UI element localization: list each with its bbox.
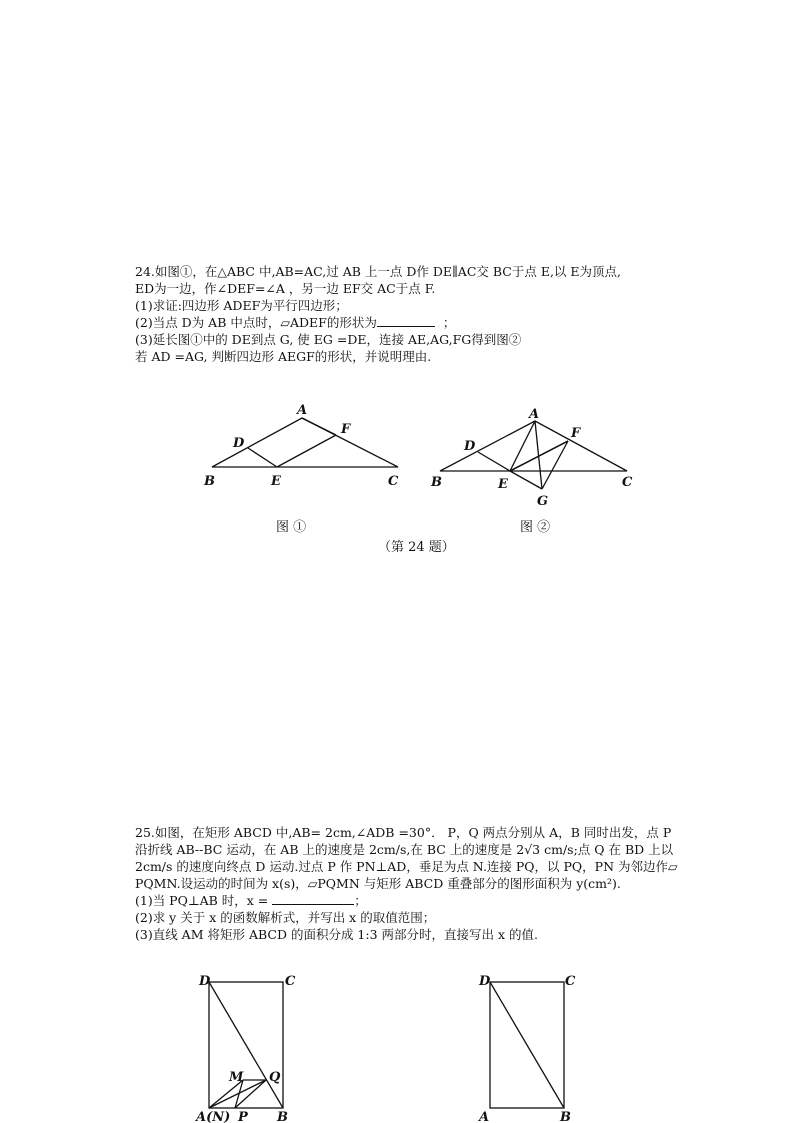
fig1-label-E: E <box>271 474 281 489</box>
problem-25-line-5-tail: ； <box>354 893 367 908</box>
fig25-2-label-D: D <box>479 974 491 989</box>
fig2-label-D: D <box>464 439 476 454</box>
fig2-caption: 图 ② <box>520 520 551 535</box>
problem-25-line-5-text: (1)当 PQ⊥AB 时，x = <box>135 893 269 908</box>
fig2-label-C: C <box>622 475 633 490</box>
problem-25-line-4: PQMN.设运动的时间为 x(s)，▱PQMN 与矩形 ABCD 重叠部分的图形面积为 y(cm²). <box>135 876 621 891</box>
problem-24-line-4-text: (2)当点 D为 AB 中点时，▱ADEF的形状为 <box>135 315 377 330</box>
fig25-1-label-AN: A(N) <box>196 1110 231 1123</box>
fig2-label-E: E <box>498 477 508 492</box>
problem-25-line-6: (2)求 y 关于 x 的函数解析式，并写出 x 的取值范围； <box>135 910 436 925</box>
fig1-caption: 图 ① <box>276 520 307 535</box>
fig25-2-label-A: A <box>479 1110 490 1123</box>
problem-25-line-3: 2cm/s 的速度向终点 D 运动.过点 P 作 PN⊥AD，垂足为点 N.连接 PQ，以 PQ，PN 为邻边作▱ <box>135 859 678 874</box>
problem-24-line-4-tail: ； <box>442 315 456 330</box>
problem-24-line-5: (3)延长图①中的 DE到点 G, 使 EG =DE，连接 AE,AG,FG得到图② <box>135 332 522 347</box>
fig25-2-label-C: C <box>565 974 576 989</box>
figure-24-caption: （第 24 题） <box>378 540 455 555</box>
problem-24-line-1: 24.如图①，在△ABC 中,AB=AC,过 AB 上一点 D作 DE∥AC交 BC于点 E,以 E为顶点, <box>135 264 621 279</box>
fig1-label-D: D <box>233 436 245 451</box>
fig1-label-A: A <box>297 403 308 418</box>
fig25-2-label-B: B <box>560 1110 571 1123</box>
fig25-1-label-P: P <box>238 1110 248 1123</box>
problem-24-line-2: ED为一边，作∠DEF=∠A ，另一边 EF交 AC于点 F. <box>135 281 436 296</box>
problem-25-line-2: 沿折线 AB--BC 运动，在 AB 上的速度是 2cm/s,在 BC 上的速度是 2√3 cm/s;点 Q 在 BD 上以 <box>135 842 674 857</box>
problem-25-line-7: (3)直线 AM 将矩形 ABCD 的面积分成 1:3 两部分时，直接写出 x 的值. <box>135 927 538 942</box>
fig25-1-label-D: D <box>199 974 211 989</box>
fig2-label-F: F <box>571 426 581 441</box>
fig25-1-label-Q: Q <box>269 1070 281 1085</box>
problem-24-line-6: 若 AD =AG, 判断四边形 AEGF的形状，并说明理由. <box>135 349 432 364</box>
fig2-label-G: G <box>537 494 549 509</box>
problem-25-line-1: 25.如图，在矩形 ABCD 中,AB= 2cm,∠ADB =30°． P，Q 两点分别从 A，B 同时出发，点 P <box>135 825 672 840</box>
fig1-label-B: B <box>204 474 215 489</box>
fig1-label-F: F <box>341 422 351 437</box>
fig2-label-A: A <box>529 407 540 422</box>
fig1-label-C: C <box>388 474 399 489</box>
fig25-1-label-C: C <box>285 974 296 989</box>
problem-24-line-3: (1)求证:四边形 ADEF为平行四边形； <box>135 298 348 313</box>
fig2-label-B: B <box>431 475 442 490</box>
fig25-1-label-B: B <box>277 1110 288 1123</box>
fig25-1-label-M: M <box>229 1070 244 1085</box>
